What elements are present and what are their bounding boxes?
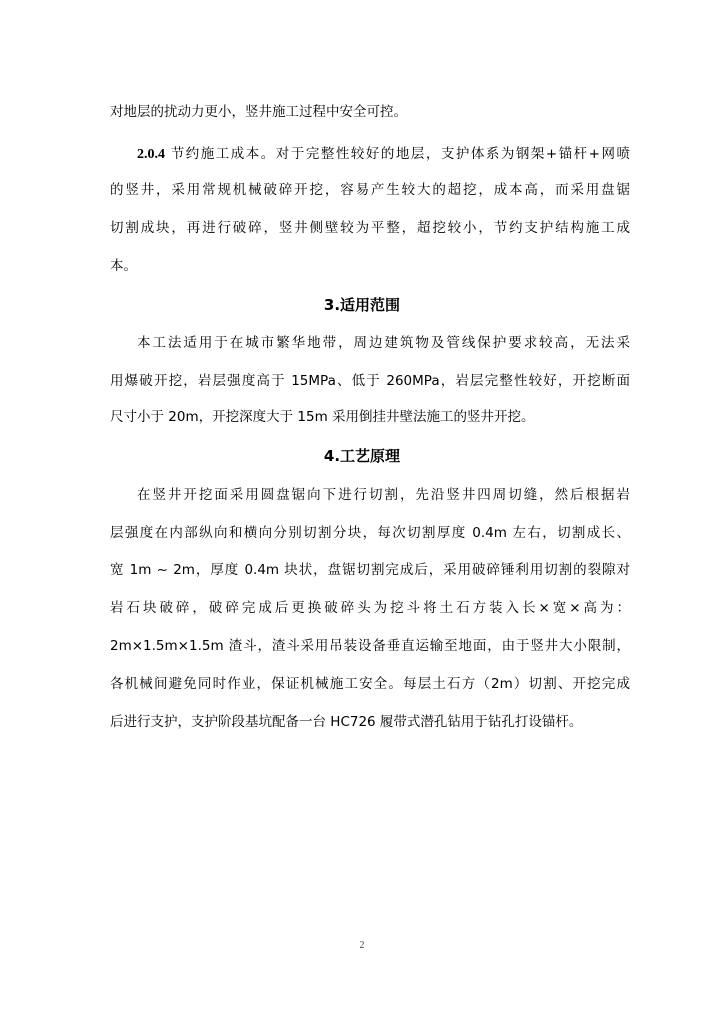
paragraph-line <box>137 145 630 164</box>
section-heading: 3.适用范围 <box>323 296 401 314</box>
paragraph-line: 本。 <box>110 258 137 274</box>
paragraph-line: 切割成块，再进行破碎，竖井侧壁较为平整，超挖较小，节约支护结构施工成 <box>110 220 630 236</box>
paragraph-line: 后进行支护，支护阶段基坑配备一台 HC726 履带式潜孔钻用于钻孔打设锚杆。 <box>110 714 583 730</box>
page-number: 2 <box>359 940 365 951</box>
paragraph-line: 用爆破开挖，岩层强度高于 15MPa、低于 260MPa，岩层完整性较好，开挖断面 <box>110 373 630 389</box>
clause-number: 2.0.4 <box>137 147 165 162</box>
paragraph-line: 在竖井开挖面采用圆盘锯向下进行切割，先沿竖井四周切缝，然后根据岩 <box>137 487 630 503</box>
paragraph-line: 对地层的扰动力更小，竖井施工过程中安全可控。 <box>110 104 407 120</box>
paragraph-line: 2m×1.5m×1.5m 渣斗，渣斗采用吊装设备垂直运输至地面，由于竖井大小限制， <box>110 638 630 654</box>
paragraph-line: 层强度在内部纵向和横向分别切割分块，每次切割厚度 0.4m 左右，切割成长、 <box>110 525 630 541</box>
paragraph-line: 的竖井，采用常规机械破碎开挖，容易产生较大的超挖，成本高，而采用盘锯 <box>110 182 630 198</box>
paragraph-line: 各机械间避免同时作业，保证机械施工安全。每层土石方（2m）切割、开挖完成 <box>110 676 630 692</box>
section-heading: 4.工艺原理 <box>323 447 401 465</box>
paragraph-line: 尺寸小于 20m，开挖深度大于 15m 采用倒挂井壁法施工的竖井开挖。 <box>110 409 535 425</box>
paragraph-line: 本工法适用于在城市繁华地带，周边建筑物及管线保护要求较高，无法采 <box>137 335 630 351</box>
paragraph-line: 宽 1m ~ 2m，厚度 0.4m 块状，盘锯切割完成后，采用破碎锤利用切割的裂隙对 <box>110 562 630 578</box>
paragraph-text: 节约施工成本。对于完整性较好的地层，支护体系为钢架+锚杆+网喷 <box>165 146 630 162</box>
paragraph-line: 岩石块破碎，破碎完成后更换破碎头为挖斗将土石方装入长×宽×高为： <box>110 600 630 616</box>
